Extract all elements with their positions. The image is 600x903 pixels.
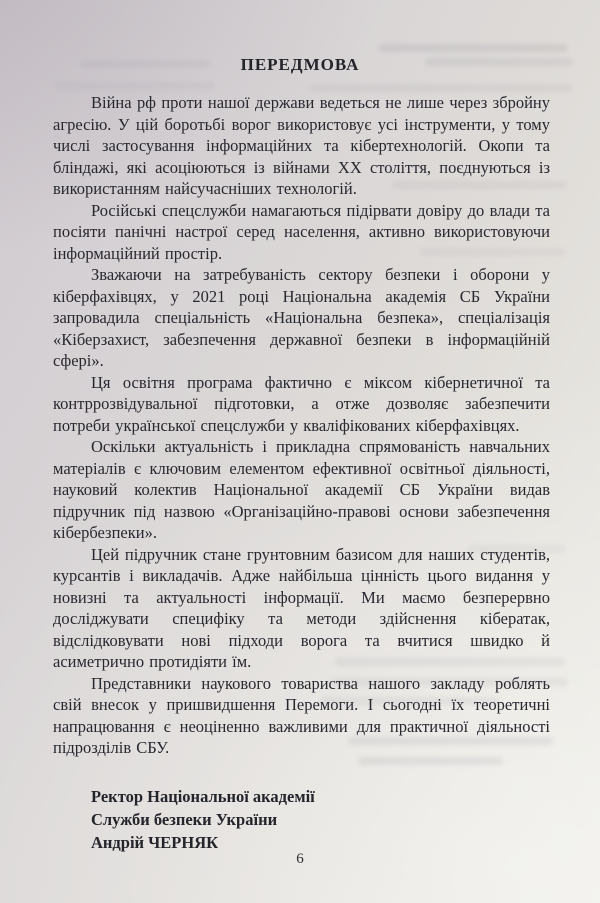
page-title: ПЕРЕДМОВА <box>240 55 360 74</box>
body-text <box>53 92 550 854</box>
paragraph: Представники наукового товариства нашого закладу роблять свій внесок у пришвидшення Перемоги. І сьогодні їх теоретичні напрацювання є неоціненно важливими для практичної діяльності підрозділів СБУ. <box>53 673 550 757</box>
signature-block <box>91 785 550 854</box>
signature-line: Ректор Національної академії <box>91 786 315 806</box>
paragraph: Війна рф проти нашої держави ведеться не лише через збройну агресію. У цій боротьбі ворог використовує усі інструменти, у тому числі застосування інформаційних та кібертехнологій. Окопи та бліндажі, які асоціюються із війнами ХХ століття, поєднуються із використанням найсучасніших технологій. <box>53 93 550 198</box>
signature-line: Андрій ЧЕРНЯК <box>91 832 219 852</box>
signature-line: Служби безпеки України <box>91 809 278 829</box>
paragraph: Оскільки актуальність і прикладна спрямованість навчальних матеріалів є ключовим елементом ефективної освітньої діяльності, науковий колектив Національної академії СБ України видав підручник під назвою «Організаційно-правові основи забезпечення кібербезпеки». <box>53 437 550 542</box>
page-number: 6 <box>296 851 304 867</box>
bleed-through-artifact <box>55 82 215 90</box>
paragraph: Цей підручник стане грунтовним базисом для наших студентів, курсантів і викладачів. Адже найбільша цінність цього видання у новизні та актуальності інформації. Ми маємо безперервно досліджувати специфіку та методи здійснення кібератак, відслідковувати нові підходи ворога та вчитися швидко й асиметрично протидіяти їм. <box>53 544 550 671</box>
bleed-through-artifact <box>310 84 572 92</box>
paragraph: Ця освітня програма фактично є міксом кібернетичної та контррозвідувальної підготовки, а отже дозволяє забезпечити потреби української спецслужби у кваліфікованих кіберфахівцях. <box>53 372 550 435</box>
bleed-through-artifact <box>378 44 568 52</box>
paragraph: Російські спецслужби намагаються підірвати довіру до влади та посіяти панічні настрої серед населення, активно використовуючи інформаційний простір. <box>53 200 550 263</box>
paragraph: Зважаючи на затребуваність сектору безпеки і оборони у кіберфахівцях, у 2021 році Національна академія СБ України запровадила спеціальність «Національна безпека», спеціалізація «Кіберзахист, забезпечення державної безпеки в інформаційній сфері». <box>53 265 550 370</box>
